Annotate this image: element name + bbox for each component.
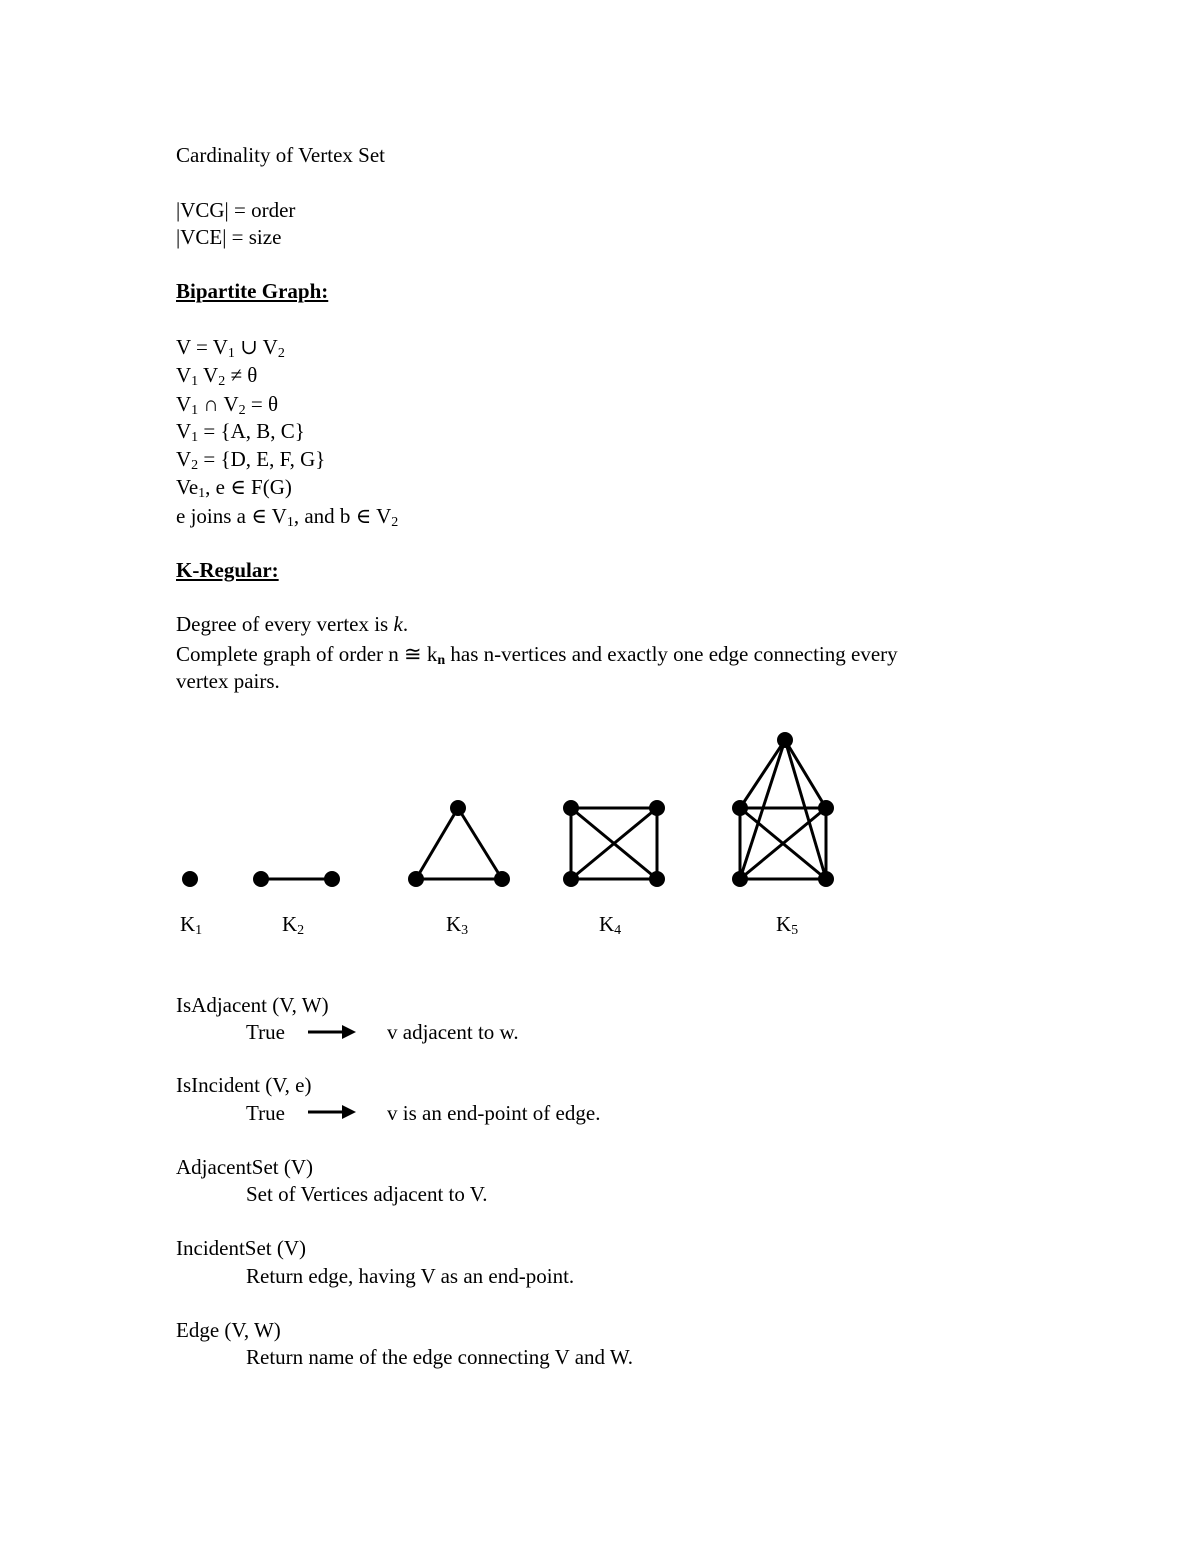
k4-edges <box>571 808 657 879</box>
op-isincident-rhs: v is an end-point of edge. <box>387 1101 601 1125</box>
bipartite-heading: Bipartite Graph: <box>176 279 329 303</box>
k4-vertex <box>649 800 665 816</box>
k3-vertex <box>450 800 466 816</box>
k5-vertex <box>732 800 748 816</box>
k5-vertex <box>818 800 834 816</box>
bipartite-line-6: $Ve_1$, e ∈ F(G) <box>176 475 292 501</box>
k4-vertex <box>563 800 579 816</box>
op-edge-name: Edge (V, W) <box>176 1318 281 1342</box>
section-title-cardinality: Cardinality of Vertex Set <box>176 143 385 167</box>
k5-vertex <box>777 732 793 748</box>
bipartite-line-2: $V_1$ $V_2 \ne \theta$ <box>176 363 258 389</box>
k3-edges <box>416 808 502 879</box>
label-k1: $K_1$ <box>180 912 203 938</box>
op-incidentset-desc: Return edge, having V as an end-point. <box>246 1264 575 1288</box>
k5-vertex <box>818 871 834 887</box>
bipartite-line-5: $V_2 = \{D$, E, F, G} <box>176 447 326 473</box>
k5-edges <box>740 740 826 879</box>
k2-vertex <box>253 871 269 887</box>
bipartite-line-4: $V_1 = \{A$, B, C} <box>176 419 305 445</box>
k3-vertex <box>494 871 510 887</box>
label-k5: $K_5$ <box>776 912 799 938</box>
kregular-heading: K-Regular: <box>176 558 279 582</box>
order-definition: |VCG| = order <box>176 198 296 222</box>
op-isadjacent-lhs: True <box>246 1020 285 1044</box>
k4-vertex <box>563 871 579 887</box>
label-k2: $K_2$ <box>282 912 305 938</box>
k3-vertex <box>408 871 424 887</box>
bipartite-line-1: $V = V_1$ ∪ $V_2$ <box>176 335 285 361</box>
op-edge-desc: Return name of the edge connecting V and W. <box>246 1345 634 1369</box>
op-adjacentset-name: AdjacentSet (V) <box>176 1155 314 1179</box>
op-isadjacent-name: IsAdjacent (V, W) <box>176 993 329 1017</box>
arrow-right-icon <box>308 1105 356 1119</box>
op-incidentset-name: IncidentSet (V) <box>176 1236 307 1260</box>
op-isincident-name: IsIncident (V, e) <box>176 1073 312 1097</box>
label-k4: $K_4$ <box>599 912 622 938</box>
k5-vertex <box>732 871 748 887</box>
kregular-complete-line: Complete graph of order n ≅ $k_n$ has n-vertices and exactly one edge connecting every <box>176 642 898 668</box>
bipartite-line-3: $V_1$ ∩ $V_2 = \theta$ <box>176 392 279 418</box>
k4-vertex <box>649 871 665 887</box>
size-definition: |VCE| = size <box>176 225 282 249</box>
label-k3: $K_3$ <box>446 912 469 938</box>
kregular-complete-line-cont: vertex pairs. <box>176 669 280 693</box>
k2-vertex <box>324 871 340 887</box>
k1-vertex <box>182 871 198 887</box>
op-isadjacent-rhs: v adjacent to w. <box>387 1020 519 1044</box>
op-isincident-lhs: True <box>246 1101 285 1125</box>
op-adjacentset-desc: Set of Vertices adjacent to V. <box>246 1182 488 1206</box>
arrow-right-icon <box>308 1025 356 1039</box>
bipartite-line-7: e joins a ∈ $V_1$, and b ∈ $V_2$ <box>176 504 399 530</box>
kregular-degree-line: Degree of every vertex is k. <box>176 612 409 636</box>
